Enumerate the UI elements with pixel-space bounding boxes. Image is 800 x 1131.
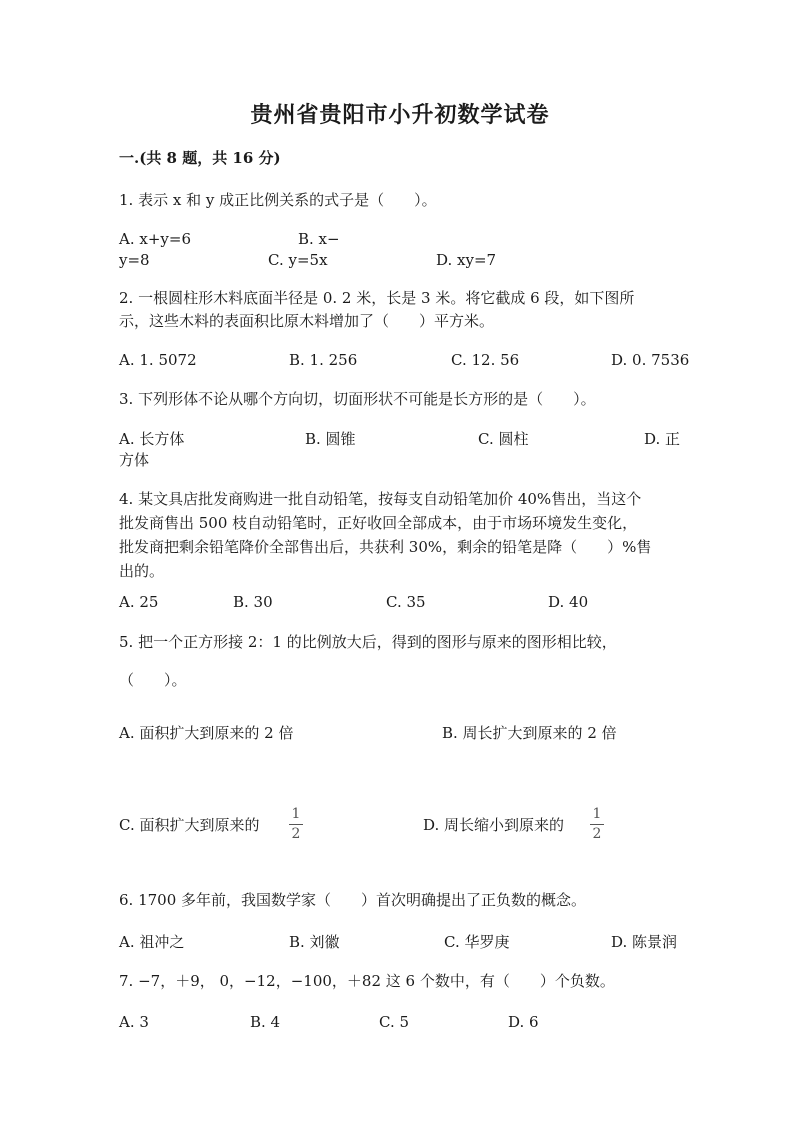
question-4-option-d: D. 40 [548,593,589,611]
question-5-stem-line1: 5. 把一个正方形接 2：1 的比例放大后，得到的图形与原来的图形相比较， [119,633,617,651]
question-4-stem-line1: 4. 某文具店批发商购进一批自动铅笔，按每支自动铅笔加价 40%售出，当这个 [119,490,642,508]
question-3-option-d-line2: 方体 [119,451,150,469]
question-6-stem: 6. 1700 多年前，我国数学家（ ）首次明确提出了正负数的概念。 [119,891,587,909]
question-1-option-b-line1: B. x− [298,230,340,248]
question-1-option-a: A. x+y=6 [119,230,191,248]
question-5-option-d-fraction [590,806,604,842]
fraction-numerator: 1 [291,806,301,822]
question-3-stem: 3. 下列形体不论从哪个方向切，切面形状不可能是长方形的是（ ）。 [119,390,596,408]
fraction-bar [590,824,604,825]
question-4-option-c: C. 35 [386,593,426,611]
question-2-stem-line1: 2. 一根圆柱形木料底面半径是 0. 2 米，长是 3 米。将它截成 6 段，如下图所 [119,289,635,307]
question-6-option-d: D. 陈景润 [611,933,678,951]
question-1-stem: 1. 表示 x 和 y 成正比例关系的式子是（ ）。 [119,191,437,209]
fraction-numerator: 1 [592,806,602,822]
question-3-option-b: B. 圆锥 [305,430,356,448]
fraction-bar [289,824,303,825]
question-1-option-c: C. y=5x [268,251,328,269]
question-5-option-c: C. 面积扩大到原来的 [119,816,260,834]
question-7-option-c: C. 5 [379,1013,410,1031]
question-5-option-c-fraction [289,806,303,842]
fraction-denominator: 2 [592,826,602,842]
question-2-option-a: A. 1. 5072 [119,351,197,369]
fraction-denominator: 2 [291,826,301,842]
question-3-option-a-line1: A. 长方体 [119,430,185,448]
question-4-option-a: A. 25 [119,593,159,611]
question-3-option-c: C. 圆柱 [478,430,529,448]
question-1-option-b-line2: y=8 [119,251,150,269]
question-7-option-a: A. 3 [119,1013,149,1031]
question-2-option-b: B. 1. 256 [289,351,358,369]
question-2-stem-line2: 示，这些木料的表面积比原木料增加了（ ）平方米。 [119,312,495,330]
question-5-option-b: B. 周长扩大到原来的 2 倍 [442,724,617,742]
question-4-stem-line2: 批发商售出 500 枝自动铅笔时，正好收回全部成本，由于市场环境发生变化， [119,514,638,532]
question-6-option-b: B. 刘徽 [289,933,340,951]
question-2-option-d: D. 0. 7536 [611,351,690,369]
question-6-option-a: A. 祖冲之 [119,933,185,951]
question-7-option-d: D. 6 [508,1013,539,1031]
question-4-stem-line3: 批发商把剩余铅笔降价全部售出后，共获利 30%，剩余的铅笔是降（ ）%售 [119,538,652,556]
question-3-option-d-line1: D. 正 [644,430,681,448]
question-7-option-b: B. 4 [250,1013,281,1031]
question-7-stem: 7. −7，＋9， 0，−12，−100，＋82 这 6 个数中，有（ ）个负数。 [119,972,615,990]
question-1-option-d: D. xy=7 [436,251,497,269]
question-2-option-c: C. 12. 56 [451,351,520,369]
question-5-stem-line2: （ ）。 [119,671,187,689]
question-6-option-c: C. 华罗庚 [444,933,510,951]
question-5-option-d: D. 周长缩小到原来的 [423,816,565,834]
question-4-stem-line4: 出的。 [119,562,165,580]
question-4-option-b: B. 30 [233,593,273,611]
section-heading: 一.(共 8 题，共 16 分) [119,149,281,167]
question-5-option-a: A. 面积扩大到原来的 2 倍 [119,724,294,742]
page-title: 贵州省贵阳市小升初数学试卷 [250,102,550,128]
